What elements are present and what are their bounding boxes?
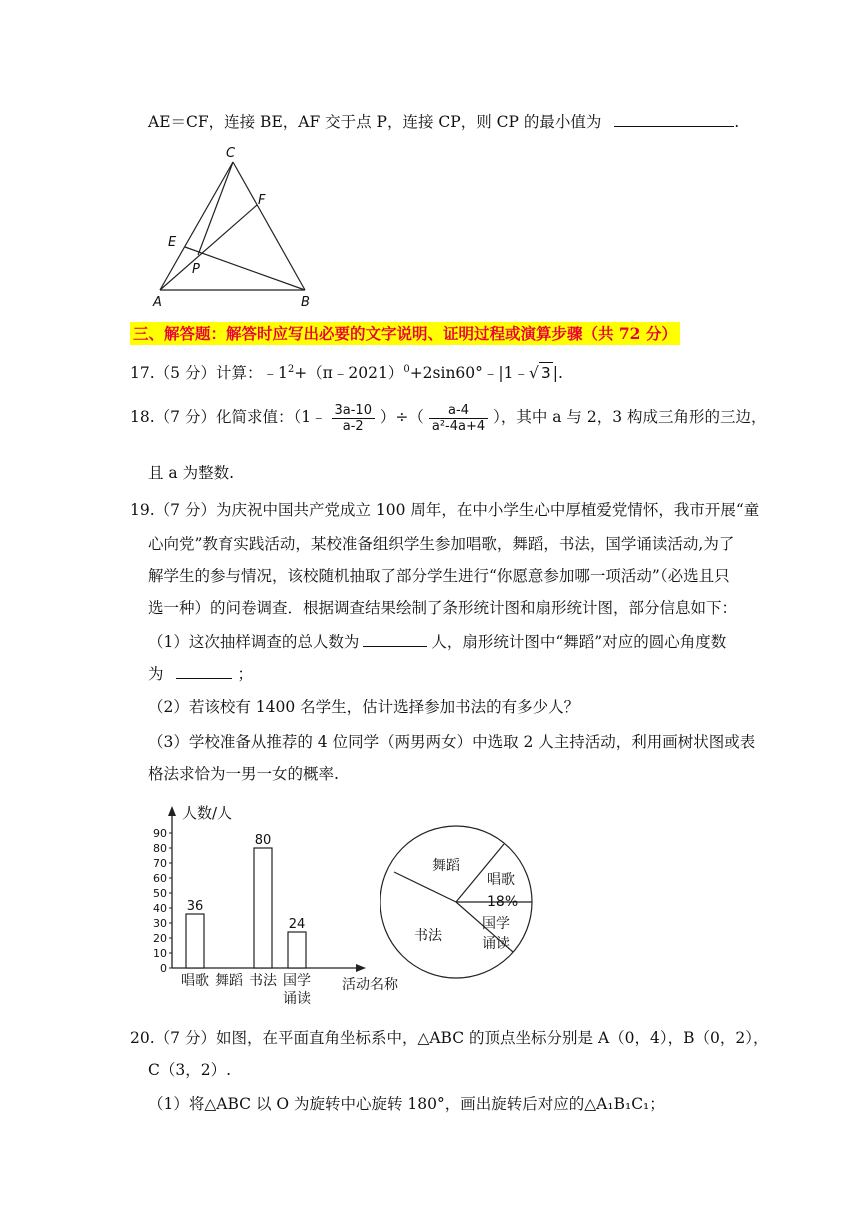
bar <box>186 914 204 968</box>
x-category-label: 诵读 <box>283 991 311 1006</box>
q19-line4: 选一种）的问卷调查．根据调查结果绘制了条形统计图和扇形统计图，部分信息如下： <box>148 599 738 617</box>
q17-exp-a: 2 <box>287 364 295 375</box>
y-tick-label: 0 <box>160 962 167 975</box>
y-tick-label: 60 <box>153 872 167 885</box>
bar-value-label: 80 <box>254 833 272 848</box>
answer-blank <box>176 664 232 679</box>
q19-sub1-c: 为 <box>148 665 164 683</box>
q19-sub1-b: 人，扇形统计图中“舞蹈”对应的圆心角度数 <box>431 633 727 651</box>
triangle-figure <box>140 140 330 315</box>
label-B: B <box>301 295 310 310</box>
q19-sub1 <box>148 632 726 652</box>
x-category-label: 唱歌 <box>181 973 209 989</box>
q17-text: 17.（5 分）计算：$﹣1^2+(\pi﹣2021)^0+2\sin 60^\circ﹣|1﹣√$ 3 |. <box>130 364 563 383</box>
pie-label-singing: 唱歌 <box>487 872 515 888</box>
y-tick-label: 70 <box>153 857 167 870</box>
bar-value-label: 24 <box>288 917 306 932</box>
pie-value-singing: 18% <box>487 894 519 910</box>
bar <box>254 848 272 968</box>
q18-fraction-1 <box>332 403 375 434</box>
q20-sub1: （1）将△ABC 以 O 为旋转中心旋转 180°，画出旋转后对应的△A₁B₁C₁； <box>148 1095 665 1113</box>
y-tick-label: 90 <box>153 827 167 840</box>
q19-line2: 心向党”教育实践活动，某校准备组织学生参加唱歌，舞蹈，书法，国学诵读活动,为了 <box>148 535 735 553</box>
q19-sub3-a: （3）学校准备从推荐的 4 位同学（两男两女）中选取 2 人主持活动，利用画树状图或表 <box>148 733 756 751</box>
frac2-denominator: a²-4a+4 <box>431 418 486 434</box>
q19-line3: 解学生的参与情况，该校随机抽取了部分学生进行“你愿意参加哪一项活动”（必选且只 <box>148 567 730 585</box>
x-category-label: 国学 <box>283 973 311 989</box>
q17-part-a: 17.（5 分）计算：﹣1 <box>130 364 288 383</box>
y-tick-label: 20 <box>153 932 167 945</box>
pie-label-calligraphy: 书法 <box>414 928 442 944</box>
q19-sub3-b: 格法求恰为一男一女的概率. <box>148 765 339 783</box>
q18-suffix: ），其中 a 与 2，3 构成三角形的三边， <box>493 408 767 426</box>
pie-chart <box>380 800 550 1000</box>
section-heading <box>130 324 680 344</box>
bar <box>288 932 306 968</box>
q19-sub2: （2）若该校有 1400 名学生，估计选择参加书法的有多少人？ <box>148 698 580 716</box>
q19-sub1-d: ； <box>237 665 254 683</box>
q18-prefix: 18.（7 分）化简求值：（1﹣ <box>130 408 327 426</box>
y-axis-title: 人数/人 <box>182 804 233 822</box>
x-category-label: 书法 <box>249 973 277 989</box>
y-tick-label: 40 <box>153 902 167 915</box>
y-tick-label: 50 <box>153 887 167 900</box>
pie-label-guoxue-2: 诵读 <box>482 936 510 952</box>
q16-text-main: AE＝CF，连接 BE，AF 交于点 P，连接 CP，则 CP 的最小值为 <box>148 113 602 131</box>
pie-label-dance: 舞蹈 <box>432 858 460 874</box>
label-P: P <box>192 262 200 277</box>
section-heading-text: 三、解答题：解答时应写出必要的文字说明、证明过程或演算步骤（共 72 分） <box>130 322 680 345</box>
pie-label-guoxue-1: 国学 <box>482 916 510 932</box>
y-tick-label: 30 <box>153 917 167 930</box>
q17-sqrt: 3 <box>540 364 551 383</box>
q19-sub1-cont <box>148 664 253 684</box>
q17-part-b: +（π﹣2021） <box>294 364 404 383</box>
y-tick-label: 10 <box>153 947 167 960</box>
q19-line1: 19.（7 分）为庆祝中国共产党成立 100 周年，在中小学生心中厚植爱党情怀，我市开展“童 <box>130 501 760 519</box>
x-category-label: 舞蹈 <box>215 973 243 989</box>
label-C: C <box>226 146 236 161</box>
answer-blank <box>614 112 734 127</box>
answer-blank <box>363 632 427 647</box>
x-axis-title: 活动名称 <box>342 977 398 993</box>
q17-part-d: |. <box>552 364 563 383</box>
q16-period: . <box>734 113 740 131</box>
q17-part-c: +2sin60°﹣|1﹣ <box>409 364 529 383</box>
frac1-denominator: a-2 <box>342 418 364 434</box>
label-A: A <box>153 295 162 310</box>
label-E: E <box>168 235 177 250</box>
bar-value-label: 36 <box>186 899 204 914</box>
q18-mid: ）÷（ <box>379 408 424 426</box>
bar-chart <box>138 796 418 1006</box>
label-F: F <box>258 193 266 208</box>
q18-text <box>130 400 767 434</box>
y-tick-label: 80 <box>153 842 167 855</box>
frac1-numerator: 3a-10 <box>332 403 375 419</box>
q19-sub1-a: （1）这次抽样调查的总人数为 <box>148 633 360 651</box>
q20-line2: C（3，2）. <box>148 1061 232 1079</box>
q18-line2: 且 a 为整数. <box>148 464 235 482</box>
q20-line1: 20.（7 分）如图，在平面直角坐标系中，△ABC 的顶点坐标分别是 A（0，4），B（0，2）， <box>130 1029 769 1047</box>
q16-text <box>148 112 739 132</box>
q18-fraction-2 <box>429 403 488 434</box>
frac2-numerator: a-4 <box>429 403 488 419</box>
q17-exp-b: 0 <box>403 364 410 375</box>
